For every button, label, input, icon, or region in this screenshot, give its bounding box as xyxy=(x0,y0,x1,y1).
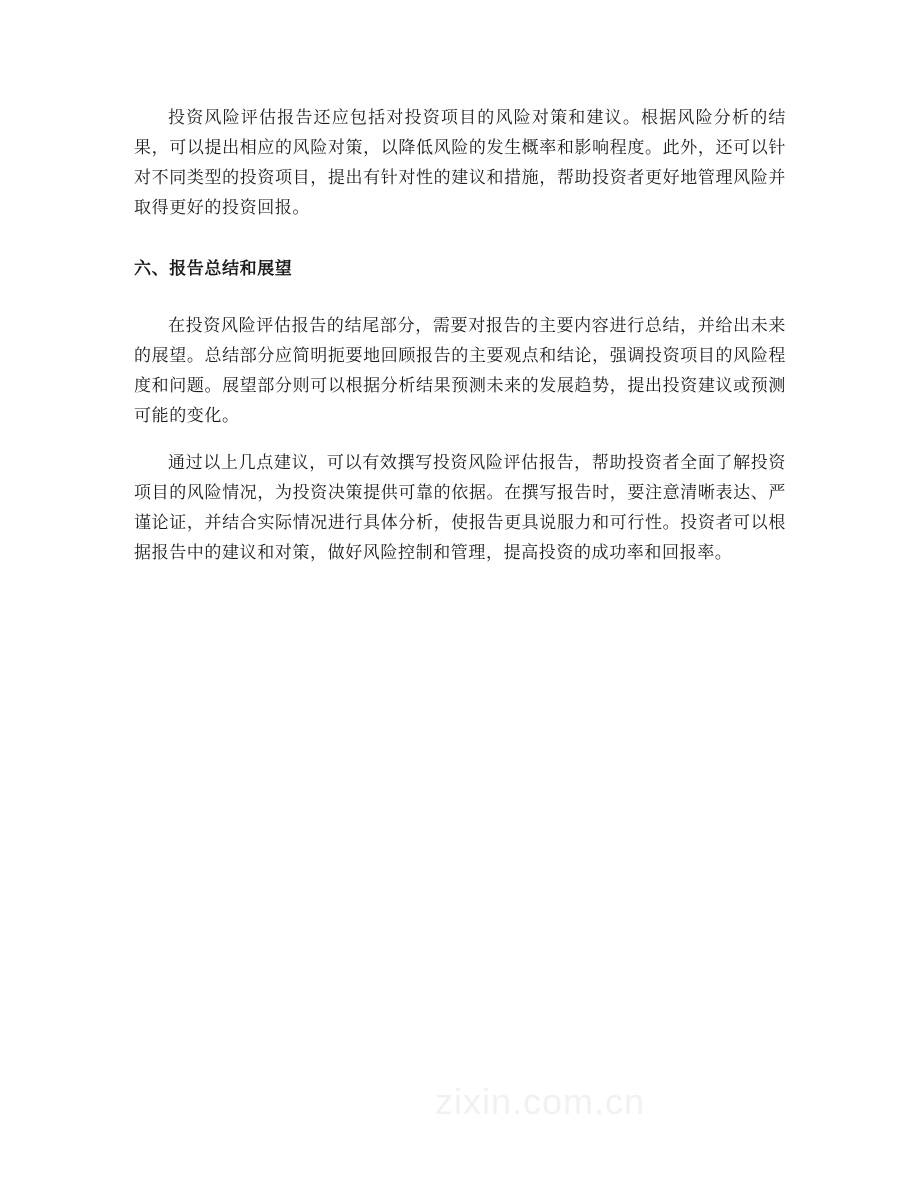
watermark: zixin.com.cn xyxy=(435,1081,646,1122)
paragraph-conclusion: 通过以上几点建议，可以有效撰写投资风险评估报告，帮助投资者全面了解投资项目的风险情况，为投资决策提供可靠的依据。在撰写报告时，要注意清晰表达、严谨论证，并结合实际情况进行具体分析，使报告更具说服力和可行性。投资者可以根据报告中的建议和对策，做好风险控制和管理，提高投资的成功率和回报率。 xyxy=(134,453,786,563)
paragraph-summary-outlook: 在投资风险评估报告的结尾部分，需要对报告的主要内容进行总结，并给出未来的展望。总结部分应简明扼要地回顾报告的主要观点和结论，强调投资项目的风险程度和问题。展望部分则可以根据分析结果预测未来的发展趋势，提出投资建议或预测可能的变化。 xyxy=(134,316,786,426)
document-body xyxy=(134,103,786,568)
section-heading-summary-outlook: 六、报告总结和展望 xyxy=(134,259,293,279)
paragraph-risk-countermeasures: 投资风险评估报告还应包括对投资项目的风险对策和建议。根据风险分析的结果，可以提出相应的风险对策，以降低风险的发生概率和影响程度。此外，还可以针对不同类型的投资项目，提出有针对性的建议和措施，帮助投资者更好地管理风险并取得更好的投资回报。 xyxy=(134,108,786,218)
